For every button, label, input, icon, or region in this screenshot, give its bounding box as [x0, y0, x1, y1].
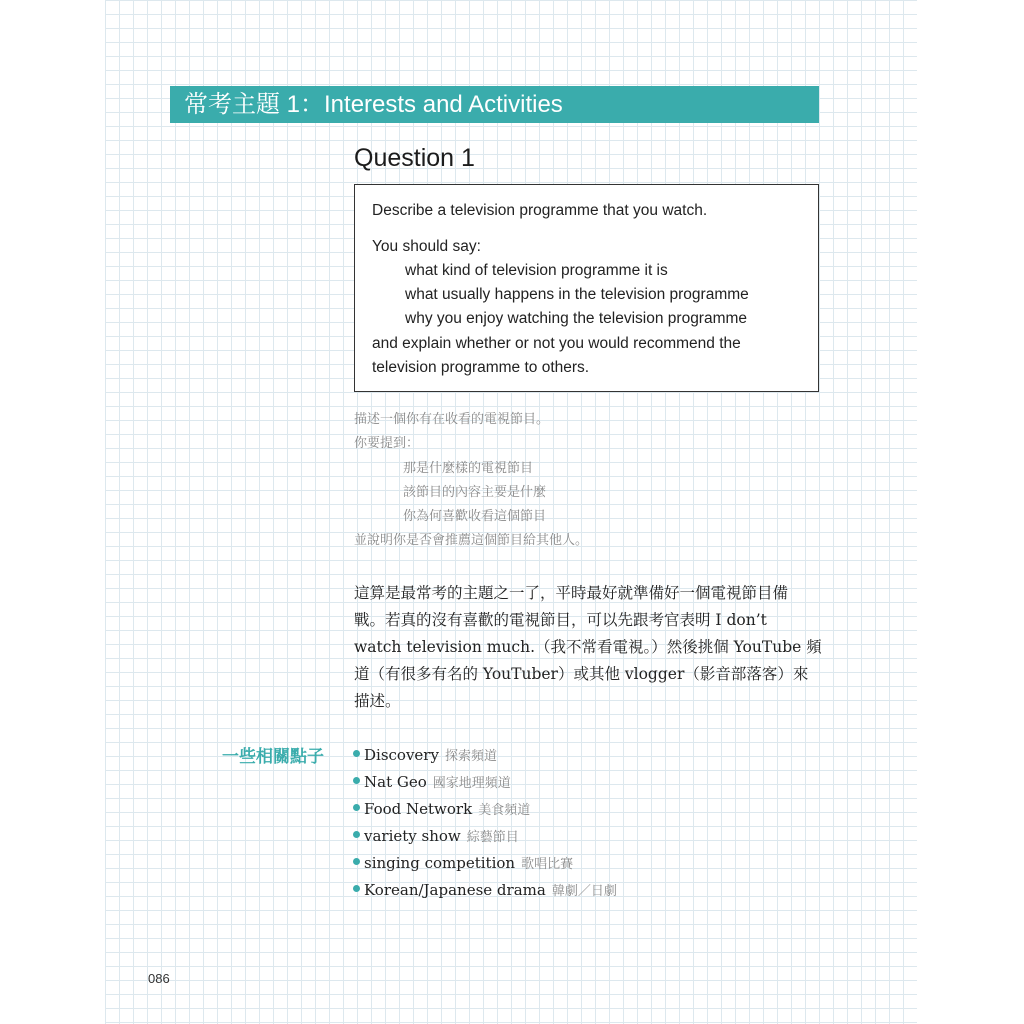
translation-line: 描述一個你有在收看的電視節目。 — [354, 412, 550, 427]
idea-item — [353, 745, 497, 765]
explanation-line: 描述。 — [354, 692, 401, 710]
idea-english: Food Network — [364, 800, 473, 818]
translation-line: 該節目的內容主要是什麼 — [403, 485, 547, 500]
translation-line: 並說明你是否會推薦這個節目給其他人。 — [354, 533, 589, 548]
idea-chinese: 韓劇／日劇 — [551, 884, 617, 899]
question-prompt: Describe a television programme that you watch. — [372, 202, 708, 219]
idea-item — [353, 799, 530, 819]
idea-chinese: 探索頻道 — [444, 749, 497, 764]
question-card — [354, 184, 819, 392]
translation-line: 你為何喜歡收看這個節目 — [403, 509, 547, 524]
question-closing: television programme to others. — [372, 359, 590, 376]
bullet-icon — [353, 831, 360, 838]
bullet-icon — [353, 750, 360, 757]
question-instruction: You should say: — [372, 238, 481, 255]
idea-chinese: 歌唱比賽 — [521, 857, 574, 872]
idea-english: Discovery — [364, 746, 439, 764]
idea-item — [353, 826, 519, 846]
bullet-icon — [353, 777, 360, 784]
explanation-line: 戰。若真的沒有喜歡的電視節目，可以先跟考官表明 I don’t — [354, 611, 767, 629]
explanation-line: watch television much.（我不常看電視。）然後挑個 YouTube 頻 — [354, 638, 822, 656]
bullet-icon — [353, 858, 360, 865]
translation-line: 那是什麼樣的電視節目 — [403, 461, 534, 476]
idea-chinese: 綜藝節目 — [466, 830, 519, 845]
idea-english: Korean/Japanese drama — [364, 881, 546, 899]
question-point: what kind of television programme it is — [405, 262, 668, 279]
idea-english: variety show — [364, 827, 461, 845]
page-number: 086 — [148, 971, 170, 986]
idea-item — [353, 880, 617, 900]
explanation-line: 道（有很多有名的 YouTuber）或其他 vlogger（影音部落客）來 — [354, 665, 809, 683]
explanation-line: 這算是最常考的主題之一了，平時最好就準備好一個電視節目備 — [354, 584, 789, 602]
question-closing: and explain whether or not you would recommend the — [372, 335, 741, 352]
idea-chinese: 國家地理頻道 — [432, 776, 511, 791]
idea-item — [353, 772, 511, 792]
bullet-icon — [353, 804, 360, 811]
idea-english: Nat Geo — [364, 773, 427, 791]
ideas-heading: 一些相關點子 — [222, 747, 324, 767]
question-title: Question 1 — [354, 144, 475, 172]
topic-banner: 常考主題 1：Interests and Activities — [170, 86, 819, 123]
translation-line: 你要提到： — [354, 436, 420, 451]
question-point: what usually happens in the television programme — [405, 286, 749, 303]
idea-chinese: 美食頻道 — [478, 803, 531, 818]
idea-english: singing competition — [364, 854, 516, 872]
idea-item — [353, 853, 573, 873]
question-point: why you enjoy watching the television programme — [405, 310, 748, 327]
bullet-icon — [353, 885, 360, 892]
